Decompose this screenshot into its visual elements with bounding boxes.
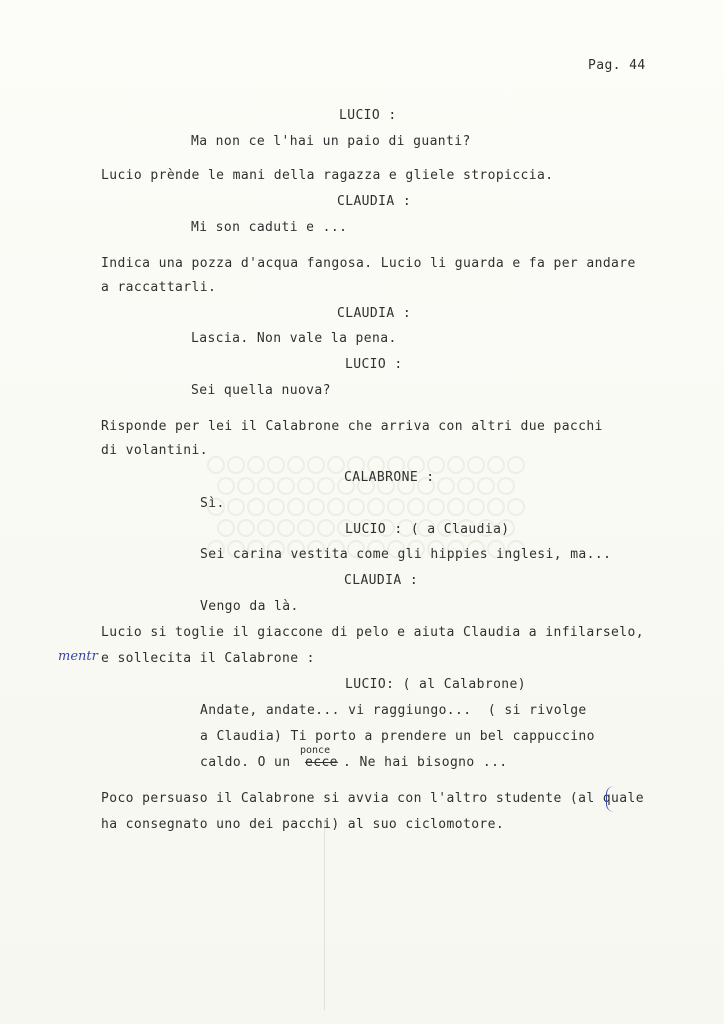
stage-direction: di volantini. xyxy=(101,443,208,458)
speaker-lucio: LUCIO : ( a Claudia) xyxy=(345,522,510,537)
speaker-claudia: CLAUDIA : xyxy=(337,306,412,321)
dialogue-line: Andate, andate... vi raggiungo... ( si rivolge xyxy=(200,703,587,718)
stage-direction: Lucio si toglie il giaccone di pelo e aiuta Claudia a infilarselo, xyxy=(101,625,644,640)
dialogue-line: Mi son caduti e ... xyxy=(191,220,348,235)
speaker-claudia: CLAUDIA : xyxy=(344,573,419,588)
page-number: Pag. 44 xyxy=(588,58,646,73)
dialogue-line: Sì. xyxy=(200,496,225,511)
handwritten-bracket xyxy=(606,786,617,812)
dialogue-line: Sei quella nuova? xyxy=(191,383,331,398)
stage-direction: Indica una pozza d'acqua fangosa. Lucio li guarda e fa per andare xyxy=(101,256,636,271)
speaker-lucio: LUCIO: ( al Calabrone) xyxy=(345,677,526,692)
stage-direction: Risponde per lei il Calabrone che arriva con altri due pacchi xyxy=(101,419,603,434)
paper-fold xyxy=(324,820,325,1010)
stage-direction: e sollecita il Calabrone : xyxy=(101,651,315,666)
struck-word: ecce xyxy=(305,755,338,770)
dialogue-line-start: caldo. O un xyxy=(200,755,291,770)
dialogue-line: a Claudia) Ti porto a prendere un bel cappuccino xyxy=(200,729,595,744)
speaker-claudia: CLAUDIA : xyxy=(337,194,412,209)
dialogue-line: Vengo da là. xyxy=(200,599,299,614)
dialogue-line: Sei carina vestita come gli hippies inglesi, ma... xyxy=(200,547,612,562)
dialogue-line: Lascia. Non vale la pena. xyxy=(191,331,397,346)
speaker-lucio: LUCIO : xyxy=(339,108,397,123)
handwritten-correction: mentr xyxy=(58,649,98,664)
stage-direction: a raccattarli. xyxy=(101,280,217,295)
speaker-calabrone: CALABRONE : xyxy=(344,470,435,485)
dialogue-line: Ma non ce l'hai un paio di guanti? xyxy=(191,134,471,149)
speaker-lucio: LUCIO : xyxy=(345,357,403,372)
stage-direction: ha consegnato uno dei pacchi) al suo ciclomotore. xyxy=(101,817,505,832)
stage-direction: Poco persuaso il Calabrone si avvia con l'altro studente (al quale xyxy=(101,791,644,806)
typed-insertion: ponce xyxy=(300,745,331,756)
dialogue-line-end: . Ne hai bisogno ... xyxy=(343,755,508,770)
stage-direction: Lucio prènde le mani della ragazza e gliele stropiccia. xyxy=(101,168,554,183)
